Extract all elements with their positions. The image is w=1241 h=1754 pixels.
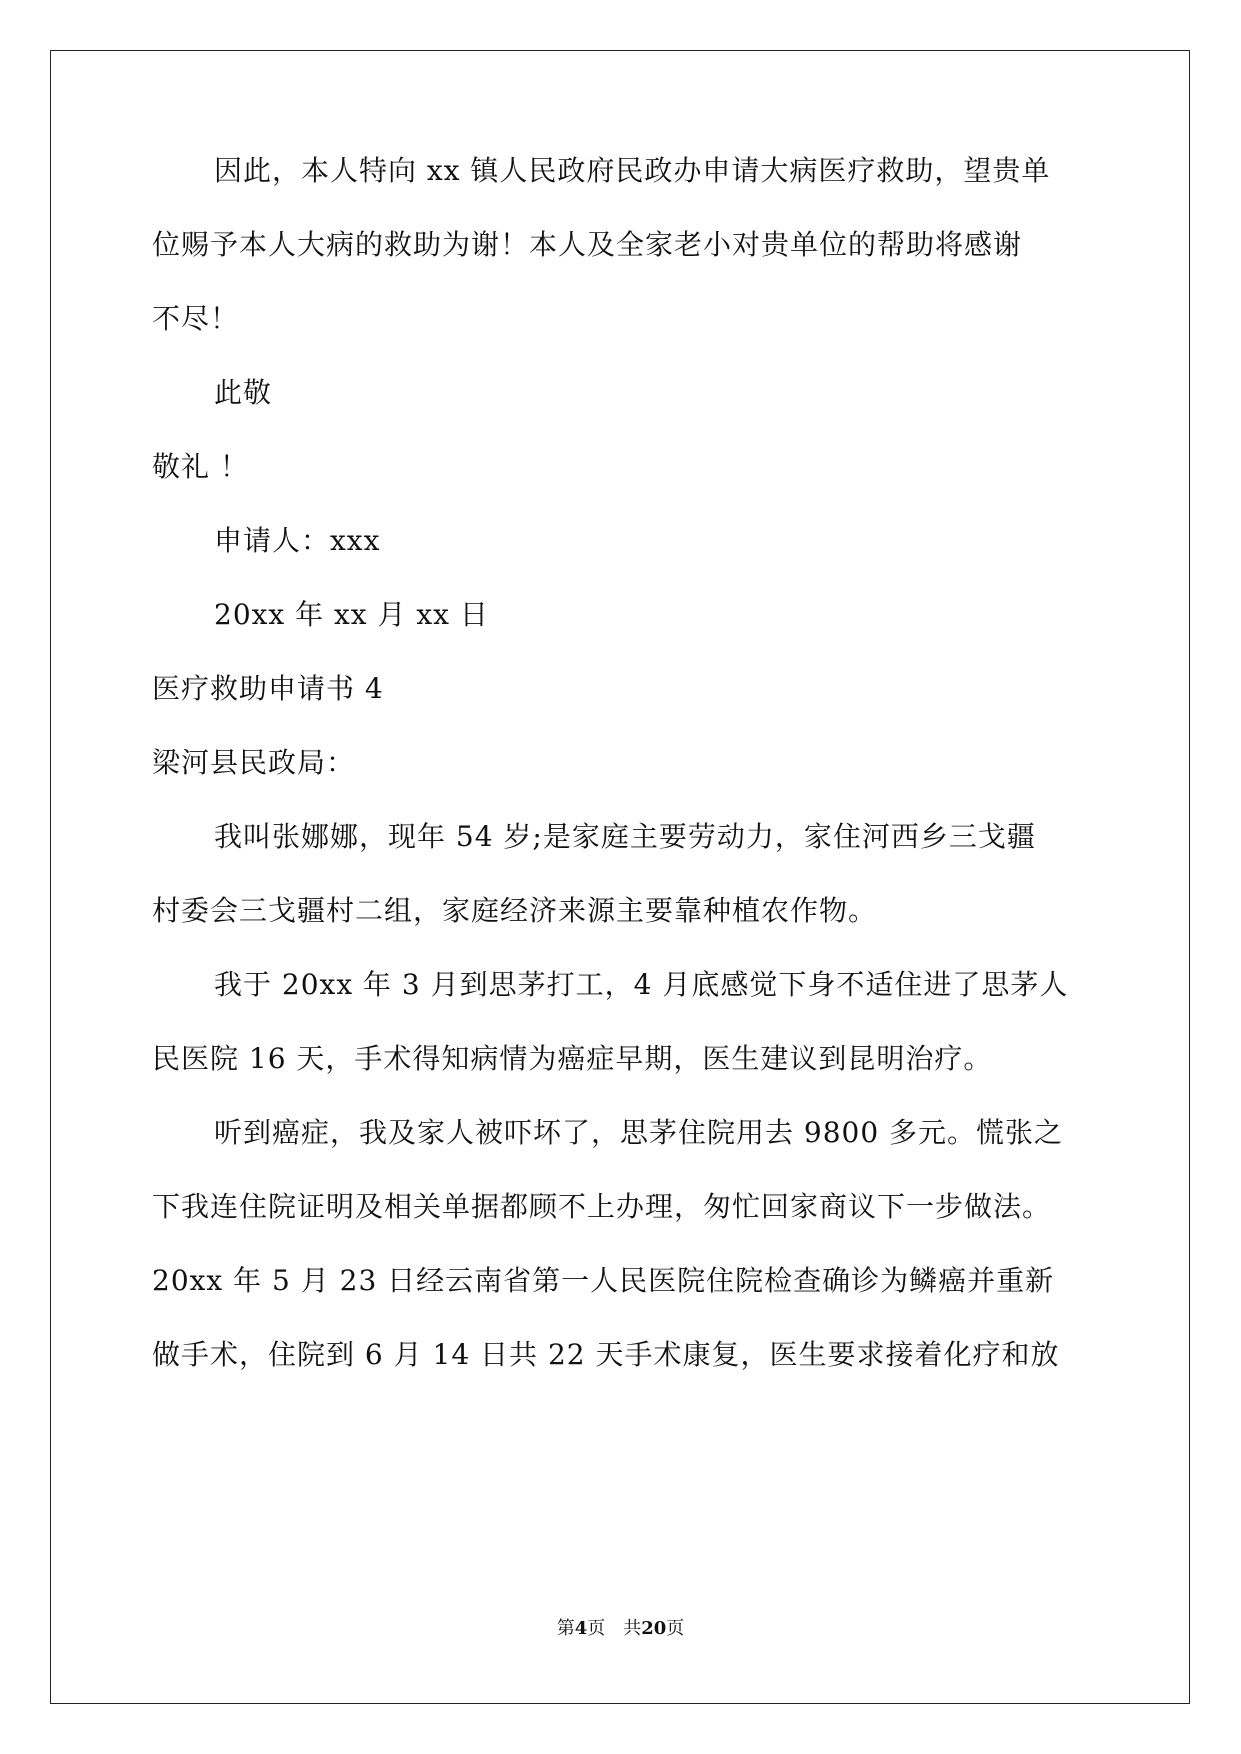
footer-page-number: 4: [574, 1618, 588, 1639]
paragraph-line: 因此，本人特向 xx 镇人民政府民政办申请大病医疗救助，望贵单: [214, 154, 1051, 187]
paragraph-line: 做手术，住院到 6 月 14 日共 22 天手术康复，医生要求接着化疗和放: [152, 1338, 1060, 1371]
paragraph-line: 听到癌症，我及家人被吓坏了，思茅住院用去 9800 多元。慌张之: [214, 1116, 1064, 1149]
paragraph-line: 我于 20xx 年 3 月到思茅打工，4 月底感觉下身不适住进了思茅人: [214, 968, 1069, 1001]
date-line: 20xx 年 xx 月 xx 日: [214, 598, 489, 631]
footer-mid: 页 共: [587, 1618, 642, 1639]
paragraph-line: 下我连住院证明及相关单据都顾不上办理，匆忙回家商议下一步做法。: [152, 1190, 1052, 1223]
paragraph-line: 我叫张娜娜，现年 54 岁;是家庭主要劳动力，家住河西乡三戈疆: [214, 820, 1036, 853]
paragraph-line: 村委会三戈疆村二组，家庭经济来源主要靠种植农作物。: [152, 894, 878, 927]
paragraph-line: 20xx 年 5 月 23 日经云南省第一人民医院住院检查确诊为鳞癌并重新: [152, 1264, 1055, 1297]
page-footer: [0, 1617, 1241, 1641]
paragraph-line: 民医院 16 天，手术得知病情为癌症早期，医生建议到昆明治疗。: [152, 1042, 993, 1075]
recipient-line: 梁河县民政局：: [152, 746, 356, 779]
applicant-signature: 申请人：xxx: [214, 524, 381, 557]
closing-regards: 敬礼 ！: [152, 450, 249, 483]
paragraph-line: 位赐予本人大病的救助为谢！本人及全家老小对贵单位的帮助将感谢: [152, 228, 1023, 261]
paragraph-line: 不尽！: [152, 302, 240, 335]
footer-suffix: 页: [666, 1618, 685, 1639]
footer-prefix: 第: [556, 1618, 575, 1639]
closing-salutation: 此敬: [214, 376, 273, 409]
section-title: 医疗救助申请书 4: [152, 672, 384, 705]
footer-total-pages: 20: [641, 1618, 667, 1639]
